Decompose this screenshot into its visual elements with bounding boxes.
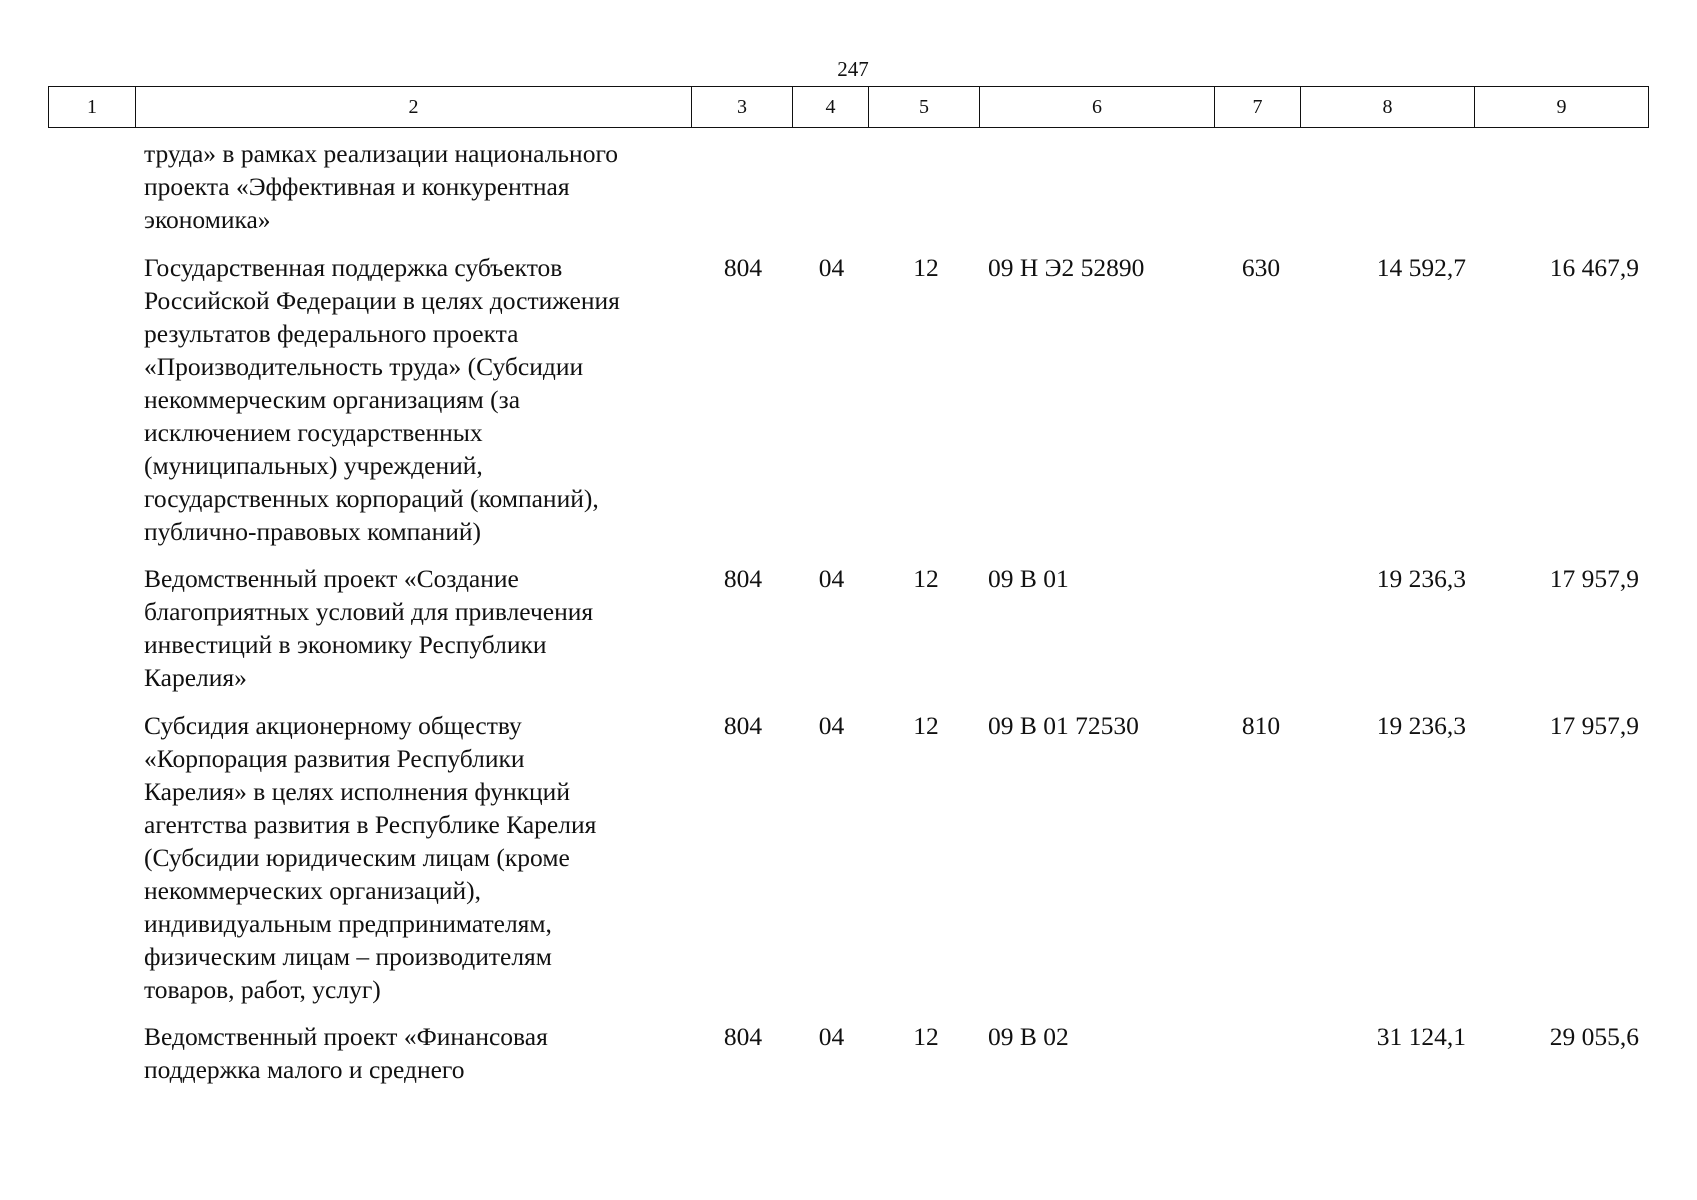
description-line: исключением государственных: [144, 418, 483, 447]
description-line: государственных корпораций (компаний),: [144, 484, 599, 513]
target-article-code: 09 Н Э2 52890: [988, 253, 1145, 282]
ministry-code: 804: [723, 564, 763, 593]
description-line: некоммерческим организациям (за: [144, 385, 521, 414]
ministry-code: 804: [723, 1022, 763, 1051]
subsection-code: 12: [913, 1022, 939, 1051]
target-article-code: 09 В 01: [988, 564, 1069, 593]
column-header-6: 6: [980, 87, 1215, 128]
subsection-code: 12: [913, 711, 939, 740]
description-line: Ведомственный проект «Финансовая: [144, 1022, 548, 1051]
amount-year-1: 14 592,7: [1376, 253, 1466, 282]
column-header-9: 9: [1475, 87, 1649, 128]
description-line: инвестиций в экономику Республики: [144, 630, 547, 659]
column-header-7: 7: [1215, 87, 1301, 128]
description-line: Государственная поддержка субъектов: [144, 253, 563, 282]
column-header-8: 8: [1301, 87, 1475, 128]
description-line: (Субсидии юридическим лицам (кроме: [144, 843, 570, 872]
description-line: «Производительность труда» (Субсидии: [144, 352, 584, 381]
description-line: проекта «Эффективная и конкурентная: [144, 172, 570, 201]
column-header-5: 5: [869, 87, 980, 128]
row-description: [144, 709, 684, 1006]
description-line: физическим лицам – производителям: [144, 942, 552, 971]
section-code: 04: [818, 253, 845, 282]
description-line: поддержка малого и среднего: [144, 1055, 465, 1084]
description-line: (муниципальных) учреждений,: [144, 451, 483, 480]
amount-year-2: 29 055,6: [1549, 1022, 1639, 1051]
section-code: 04: [818, 711, 845, 740]
description-line: агентства развития в Республике Карелия: [144, 810, 597, 839]
description-line: Карелия» в целях исполнения функций: [144, 777, 570, 806]
description-line: публично-правовых компаний): [144, 517, 482, 546]
description-line: благоприятных условий для привлечения: [144, 597, 594, 626]
target-article-code: 09 В 01 72530: [988, 711, 1139, 740]
description-line: Субсидия акционерному обществу: [144, 711, 522, 740]
page-number: 247: [837, 57, 869, 81]
amount-year-2: 17 957,9: [1549, 711, 1639, 740]
column-header-1: 1: [49, 87, 136, 128]
column-header-3: 3: [692, 87, 793, 128]
row-description: [144, 1020, 684, 1086]
section-code: 04: [818, 564, 845, 593]
amount-year-1: 19 236,3: [1376, 564, 1466, 593]
row-description: [144, 562, 684, 694]
description-line: Карелия»: [144, 663, 247, 692]
ministry-code: 804: [723, 253, 763, 282]
expense-type-code: 810: [1241, 711, 1281, 740]
amount-year-1: 31 124,1: [1376, 1022, 1466, 1051]
ministry-code: 804: [723, 711, 763, 740]
subsection-code: 12: [913, 253, 939, 282]
amount-year-2: 17 957,9: [1549, 564, 1639, 593]
target-article-code: 09 В 02: [988, 1022, 1069, 1051]
amount-year-2: 16 467,9: [1549, 253, 1639, 282]
description-line: индивидуальным предпринимателям,: [144, 909, 552, 938]
column-header-2: 2: [136, 87, 692, 128]
section-code: 04: [818, 1022, 845, 1051]
description-line: Ведомственный проект «Создание: [144, 564, 519, 593]
row-description: [144, 137, 684, 236]
description-line: некоммерческих организаций),: [144, 876, 482, 905]
description-line: экономика»: [144, 205, 271, 234]
description-line: товаров, работ, услуг): [144, 975, 381, 1004]
amount-year-1: 19 236,3: [1376, 711, 1466, 740]
column-header-4: 4: [793, 87, 869, 128]
description-line: труда» в рамках реализации национального: [144, 139, 619, 168]
row-description: [144, 251, 684, 548]
subsection-code: 12: [913, 564, 939, 593]
expense-type-code: 630: [1241, 253, 1281, 282]
description-line: «Корпорация развития Республики: [144, 744, 525, 773]
description-line: Российской Федерации в целях достижения: [144, 286, 620, 315]
description-line: результатов федерального проекта: [144, 319, 519, 348]
